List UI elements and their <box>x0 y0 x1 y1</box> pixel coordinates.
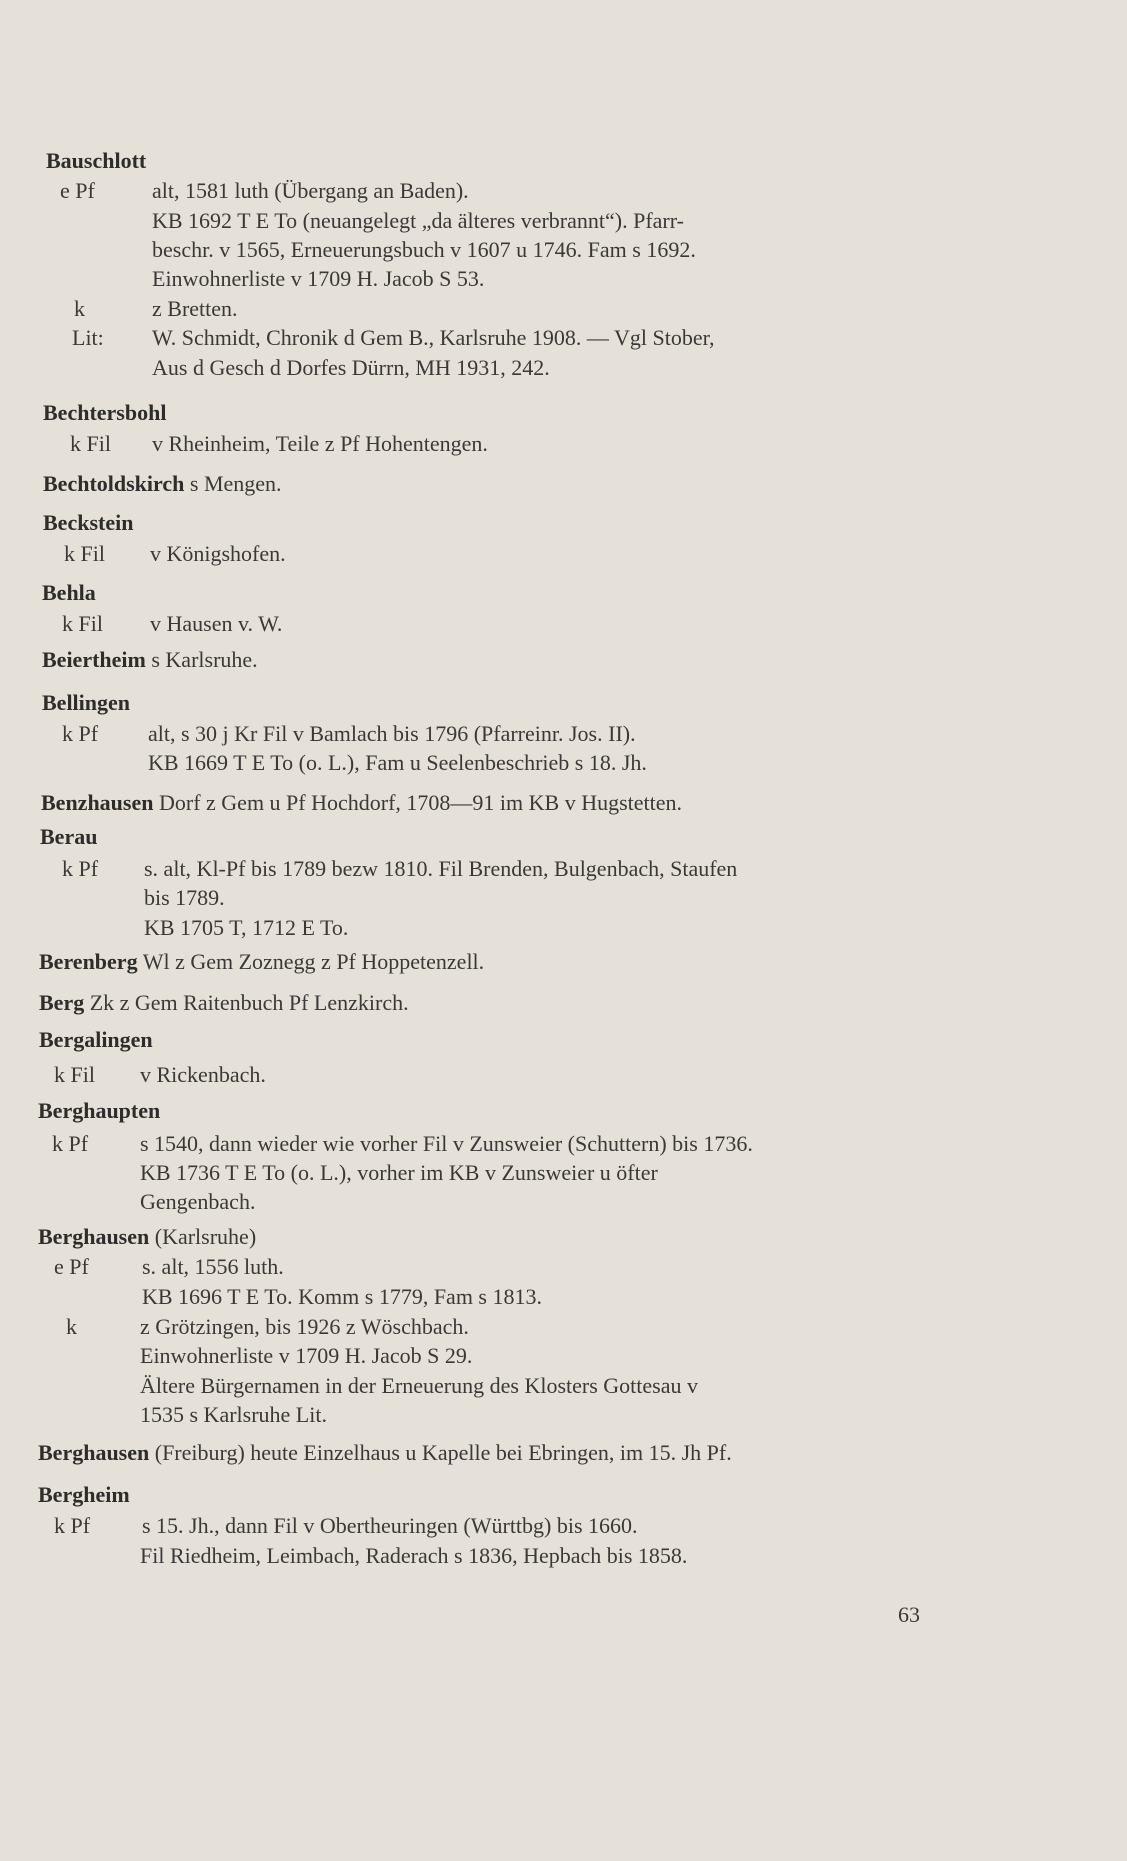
entry-text: (Freiburg) heute Einzelhaus u Kapelle bei Ebringen, im 15. Jh Pf. <box>154 1440 732 1465</box>
place-name: Beckstein <box>43 510 134 535</box>
line-text: v Rheinheim, Teile z Pf Hohentengen. <box>152 431 488 456</box>
line-text: KB 1669 T E To (o. L.), Fam u Seelenbeschrieb s 18. Jh. <box>148 750 647 775</box>
line-text: alt, s 30 j Kr Fil v Bamlach bis 1796 (Pfarreinr. Jos. II). <box>148 721 636 746</box>
line-text: KB 1705 T, 1712 E To. <box>144 915 349 940</box>
line-text: bis 1789. <box>144 885 225 910</box>
line-label: k Pf <box>54 1513 91 1538</box>
line-label: k <box>66 1314 77 1339</box>
entry-text: (Karlsruhe) <box>154 1224 257 1249</box>
line-text: KB 1736 T E To (o. L.), vorher im KB v Zunsweier u öfter <box>140 1160 658 1185</box>
entry-heading <box>41 788 682 817</box>
line-text: KB 1692 T E To (neuangelegt „da älteres verbrannt“). Pfarr- <box>152 208 684 233</box>
line-text: Aus d Gesch d Dorfes Dürrn, MH 1931, 242. <box>152 355 550 380</box>
line-text: alt, 1581 luth (Übergang an Baden). <box>152 178 469 203</box>
line-label: k Fil <box>64 541 105 566</box>
place-name: Bellingen <box>42 690 131 715</box>
place-name: Berghaupten <box>38 1098 161 1123</box>
entry-text: s Mengen. <box>189 471 282 496</box>
line-text: Einwohnerliste v 1709 H. Jacob S 29. <box>140 1343 473 1368</box>
entry-heading <box>39 1025 153 1054</box>
place-name: Benzhausen <box>41 790 154 815</box>
place-name: Bauschlott <box>46 148 147 173</box>
entry-heading <box>38 1222 256 1251</box>
line-text: Einwohnerliste v 1709 H. Jacob S 53. <box>152 266 485 291</box>
line-label: k Pf <box>52 1131 89 1156</box>
place-name: Berg <box>39 990 85 1015</box>
place-name: Bergalingen <box>39 1027 153 1052</box>
place-name: Berghausen <box>38 1224 150 1249</box>
entry-text: s Karlsruhe. <box>151 647 258 672</box>
entry-text: Zk z Gem Raitenbuch Pf Lenzkirch. <box>89 990 409 1015</box>
entry-heading <box>43 508 133 537</box>
line-text: s. alt, Kl-Pf bis 1789 bezw 1810. Fil Brenden, Bulgenbach, Staufen <box>144 856 738 881</box>
line-label: k Fil <box>62 611 103 636</box>
entry-heading <box>40 822 97 851</box>
line-text: Fil Riedheim, Leimbach, Raderach s 1836, Hepbach bis 1858. <box>140 1543 688 1568</box>
line-text: s 15. Jh., dann Fil v Obertheuringen (Württbg) bis 1660. <box>142 1513 638 1538</box>
line-label: k Pf <box>62 721 99 746</box>
line-text: Gengenbach. <box>140 1189 256 1214</box>
line-label: e Pf <box>60 178 95 203</box>
line-text: s. alt, 1556 luth. <box>142 1254 284 1279</box>
page-number: 63 <box>898 1602 920 1627</box>
line-text: 1535 s Karlsruhe Lit. <box>140 1402 327 1427</box>
entry-heading <box>39 988 409 1017</box>
place-name: Bergheim <box>38 1482 130 1507</box>
line-label: k Fil <box>54 1062 95 1087</box>
place-name: Bechtersbohl <box>43 400 167 425</box>
place-name: Berau <box>40 824 98 849</box>
entry-heading <box>38 1096 160 1125</box>
line-text: beschr. v 1565, Erneuerungsbuch v 1607 u 1746. Fam s 1692. <box>152 237 696 262</box>
entry-heading <box>39 947 484 976</box>
line-label: e Pf <box>54 1254 89 1279</box>
place-name: Behla <box>42 580 96 605</box>
line-text: KB 1696 T E To. Komm s 1779, Fam s 1813. <box>142 1284 542 1309</box>
place-name: Berghausen <box>38 1440 150 1465</box>
entry-heading <box>38 1438 732 1467</box>
entry-heading <box>42 578 96 607</box>
line-label: k Pf <box>62 856 99 881</box>
line-text: z Grötzingen, bis 1926 z Wöschbach. <box>140 1314 469 1339</box>
place-name: Berenberg <box>39 949 138 974</box>
entry-heading <box>46 146 146 175</box>
line-label: Lit: <box>72 325 104 350</box>
line-text: v Rickenbach. <box>140 1062 266 1087</box>
line-label: k <box>74 296 85 321</box>
line-text: Ältere Bürgernamen in der Erneuerung des Klosters Gottesau v <box>140 1373 698 1398</box>
entry-text: Wl z Gem Zoznegg z Pf Hoppetenzell. <box>142 949 485 974</box>
line-text: v Hausen v. W. <box>150 611 283 636</box>
line-text: W. Schmidt, Chronik d Gem B., Karlsruhe 1908. — Vgl Stober, <box>152 325 715 350</box>
line-text: s 1540, dann wieder wie vorher Fil v Zunsweier (Schuttern) bis 1736. <box>140 1131 753 1156</box>
line-text: z Bretten. <box>152 296 238 321</box>
line-label: k Fil <box>70 431 111 456</box>
line-text: v Königshofen. <box>150 541 286 566</box>
place-name: Bechtoldskirch <box>43 471 185 496</box>
entry-heading <box>43 469 282 498</box>
entry-text: Dorf z Gem u Pf Hochdorf, 1708—91 im KB v Hugstetten. <box>158 790 683 815</box>
entry-heading <box>42 645 258 674</box>
place-name: Beiertheim <box>42 647 146 672</box>
entry-heading <box>38 1480 130 1509</box>
entry-heading <box>42 688 130 717</box>
entry-heading <box>43 398 166 427</box>
